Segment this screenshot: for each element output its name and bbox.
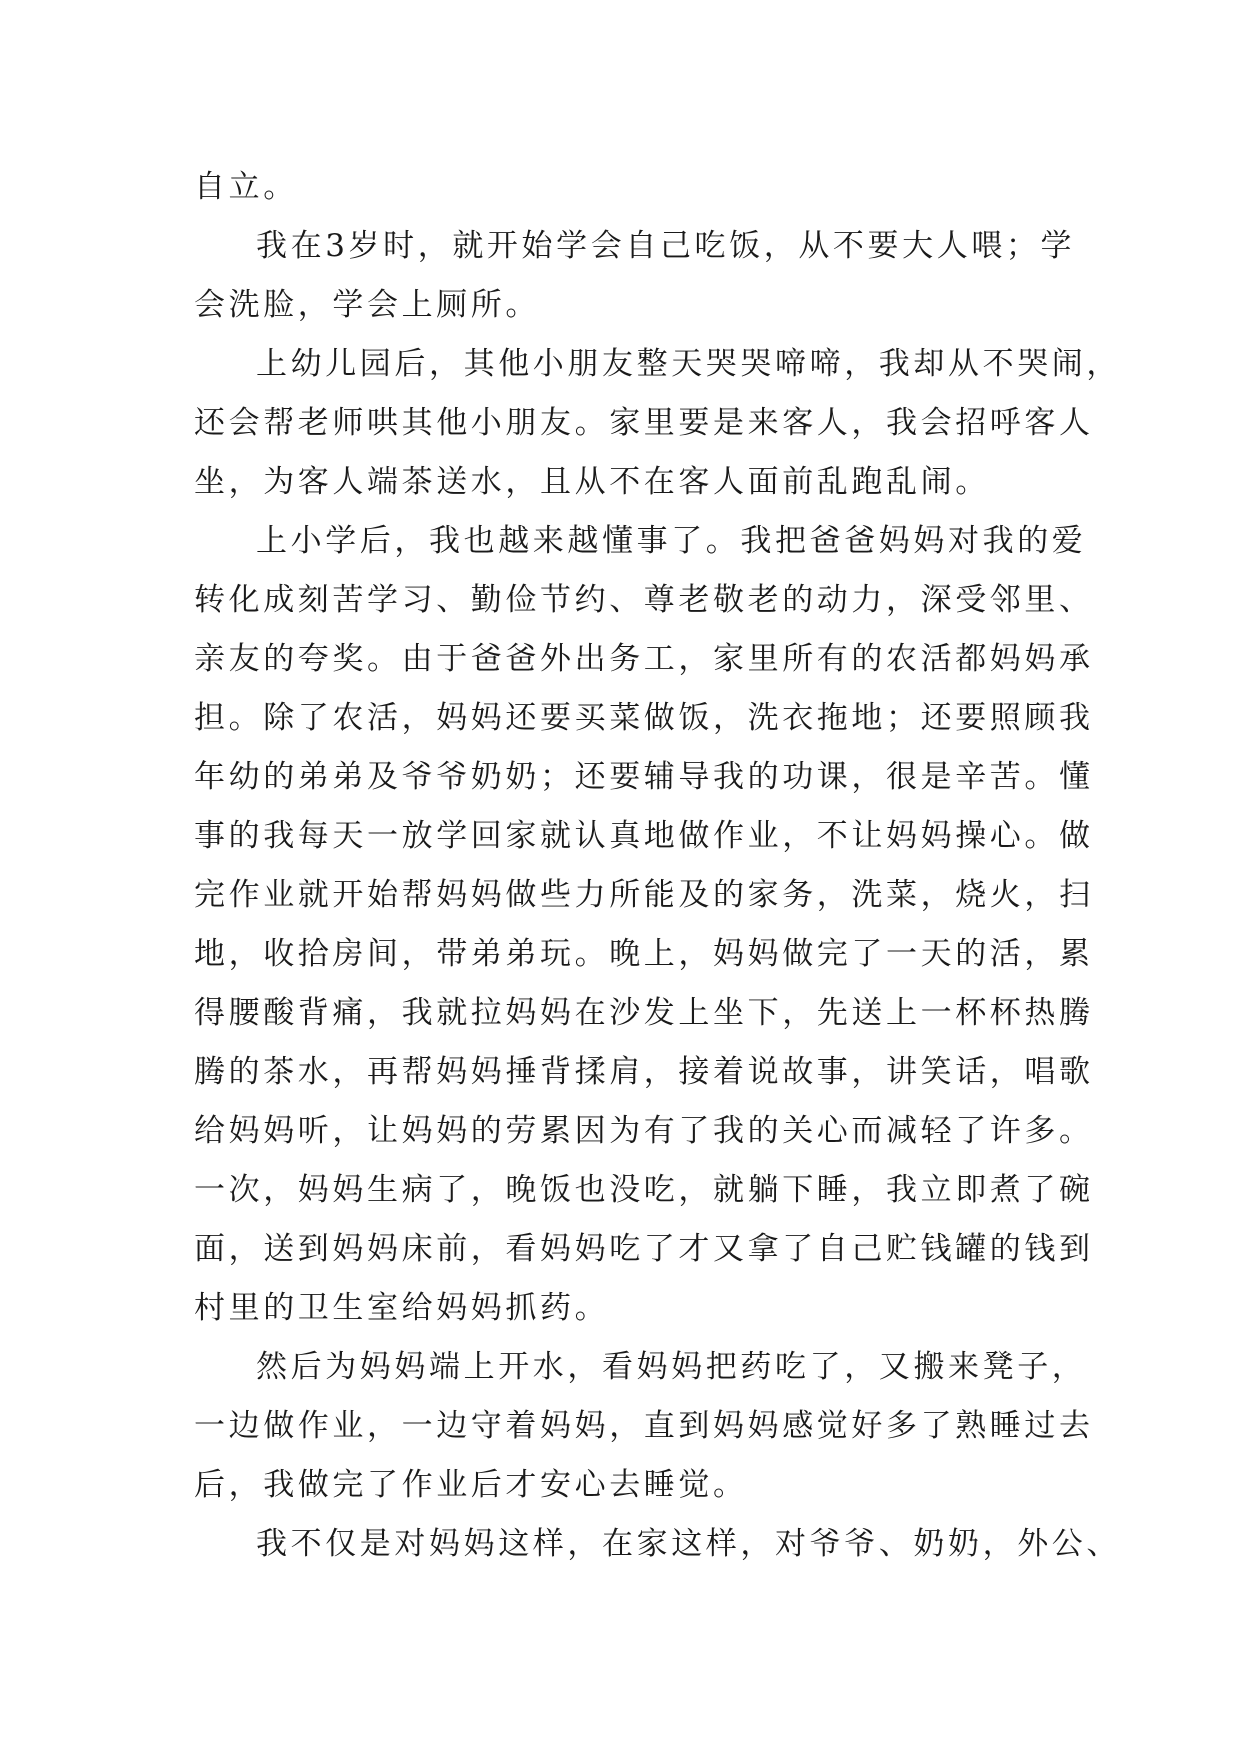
text-line: 给妈妈听，让妈妈的劳累因为有了我的关心而减轻了许多。 [194,1113,1094,1149]
text-line: 我在3岁时，就开始学会自己吃饭，从不要大人喂；学 [256,228,1076,264]
text-line: 一边做作业，一边守着妈妈，直到妈妈感觉好多了熟睡过去 [194,1408,1094,1444]
text-line: 面，送到妈妈床前，看妈妈吃了才又拿了自己贮钱罐的钱到 [194,1231,1094,1267]
text-line: 亲友的夸奖。由于爸爸外出务工，家里所有的农活都妈妈承 [194,641,1094,677]
text-line: 地，收拾房间，带弟弟玩。晚上，妈妈做完了一天的活，累 [194,936,1094,972]
text-line: 我不仅是对妈妈这样，在家这样，对爷爷、奶奶，外公、 [256,1526,1121,1562]
text-line: 还会帮老师哄其他小朋友。家里要是来客人，我会招呼客人 [194,405,1094,441]
text-line: 腾的茶水，再帮妈妈捶背揉肩，接着说故事，讲笑话，唱歌 [194,1054,1094,1090]
text-line: 然后为妈妈端上开水，看妈妈把药吃了，又搬来凳子， [256,1349,1087,1385]
text-line: 得腰酸背痛，我就拉妈妈在沙发上坐下，先送上一杯杯热腾 [194,995,1094,1031]
text-line: 一次，妈妈生病了，晚饭也没吃，就躺下睡，我立即煮了碗 [194,1172,1094,1208]
text-line: 上幼儿园后，其他小朋友整天哭哭啼啼，我却从不哭闹， [256,346,1121,382]
text-line: 担。除了农活，妈妈还要买菜做饭，洗衣拖地；还要照顾我 [194,700,1094,736]
text-line: 上小学后，我也越来越懂事了。我把爸爸妈妈对我的爱 [256,523,1087,559]
text-line: 完作业就开始帮妈妈做些力所能及的家务，洗菜，烧火，扫 [194,877,1094,913]
text-line: 坐，为客人端茶送水，且从不在客人面前乱跑乱闹。 [194,464,990,500]
text-line: 会洗脸，学会上厕所。 [194,287,540,323]
text-line: 村里的卫生室给妈妈抓药。 [194,1290,610,1326]
text-line: 转化成刻苦学习、勤俭节约、尊老敬老的动力，深受邻里、 [194,582,1094,618]
text-line: 事的我每天一放学回家就认真地做作业，不让妈妈操心。做 [194,818,1094,854]
document-body [194,158,1121,1574]
text-line: 年幼的弟弟及爷爷奶奶；还要辅导我的功课，很是辛苦。懂 [194,759,1094,795]
text-line: 自立。 [194,169,298,205]
text-line: 后，我做完了作业后才安心去睡觉。 [194,1467,748,1503]
